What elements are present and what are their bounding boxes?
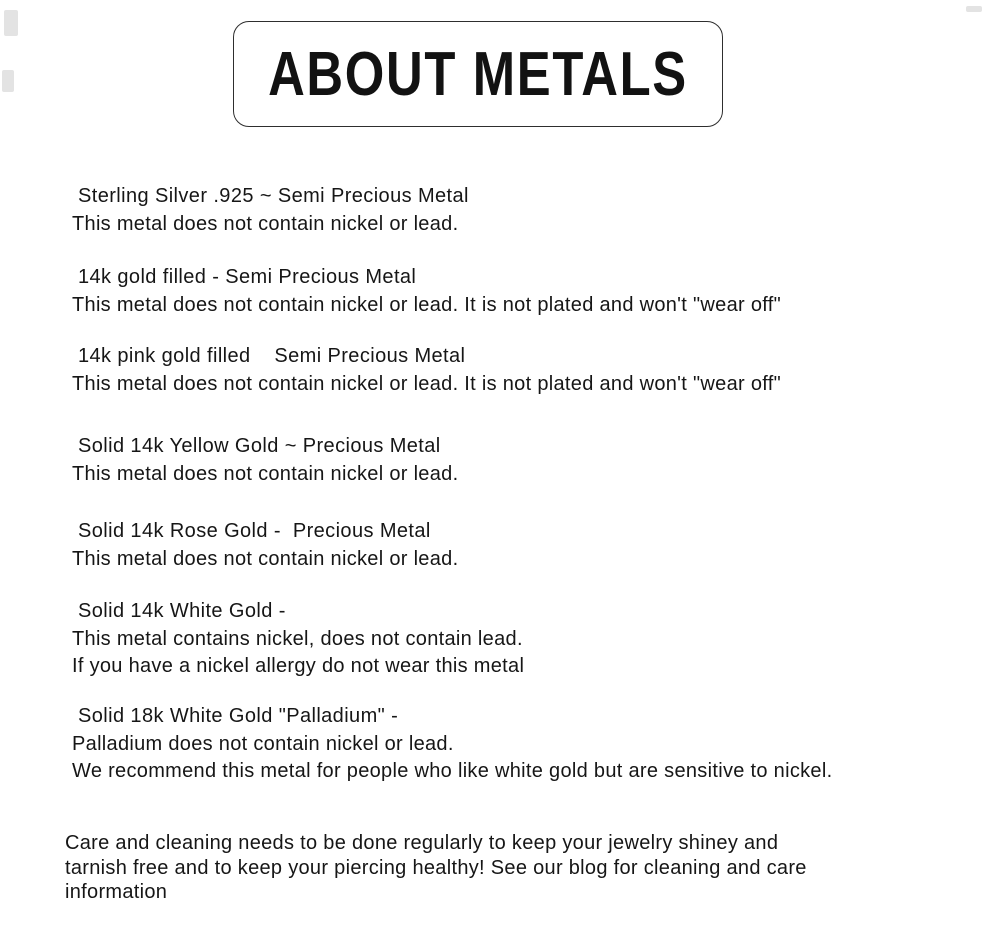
section-sterling-silver (72, 181, 972, 238)
metal-description-line: This metal contains nickel, does not contain lead. (72, 628, 523, 650)
metal-description-line: This metal does not contain nickel or lead. (72, 548, 459, 570)
section-solid-14k-yellow-gold (72, 431, 972, 488)
metal-description-line: We recommend this metal for people who like white gold but are sensitive to nickel. (72, 760, 833, 782)
care-note-line: Care and cleaning needs to be done regularly to keep your jewelry shiney and (65, 832, 779, 854)
metal-description-line: This metal does not contain nickel or lead. (72, 213, 459, 235)
section-solid-18k-white-gold-palladium (72, 701, 972, 785)
metal-heading: Sterling Silver .925 ~ Semi Precious Metal (78, 185, 469, 207)
metal-description-line: Palladium does not contain nickel or lead. (72, 733, 454, 755)
metal-heading: Solid 18k White Gold "Palladium" - (78, 705, 399, 727)
scan-artifact (4, 10, 18, 36)
title-box (233, 21, 723, 127)
metal-heading: 14k pink gold filled Semi Precious Metal (78, 345, 466, 367)
section-14k-gold-filled (72, 262, 972, 319)
care-note-line: information (65, 881, 168, 903)
section-solid-14k-rose-gold (72, 516, 972, 573)
care-note-line: tarnish free and to keep your piercing healthy! See our blog for cleaning and care (65, 856, 807, 879)
metal-heading: Solid 14k White Gold - (78, 600, 286, 622)
scan-artifact (966, 6, 982, 12)
metal-heading: 14k gold filled - Semi Precious Metal (78, 266, 417, 288)
metals-list (72, 181, 972, 785)
section-14k-pink-gold-filled (72, 341, 972, 398)
metal-description-line: This metal does not contain nickel or lead. It is not plated and won't "wear off" (72, 373, 781, 395)
page-title: ABOUT METALS (268, 39, 688, 109)
section-solid-14k-white-gold (72, 596, 972, 680)
metal-description-line: This metal does not contain nickel or lead. (72, 463, 459, 485)
metal-heading: Solid 14k Rose Gold - Precious Metal (78, 520, 431, 542)
metal-description-line: If you have a nickel allergy do not wear this metal (72, 655, 525, 677)
scan-artifact (2, 70, 14, 92)
metal-heading: Solid 14k Yellow Gold ~ Precious Metal (78, 435, 441, 457)
metal-description-line: This metal does not contain nickel or lead. It is not plated and won't "wear off" (72, 294, 781, 316)
care-and-cleaning-note (65, 831, 955, 905)
